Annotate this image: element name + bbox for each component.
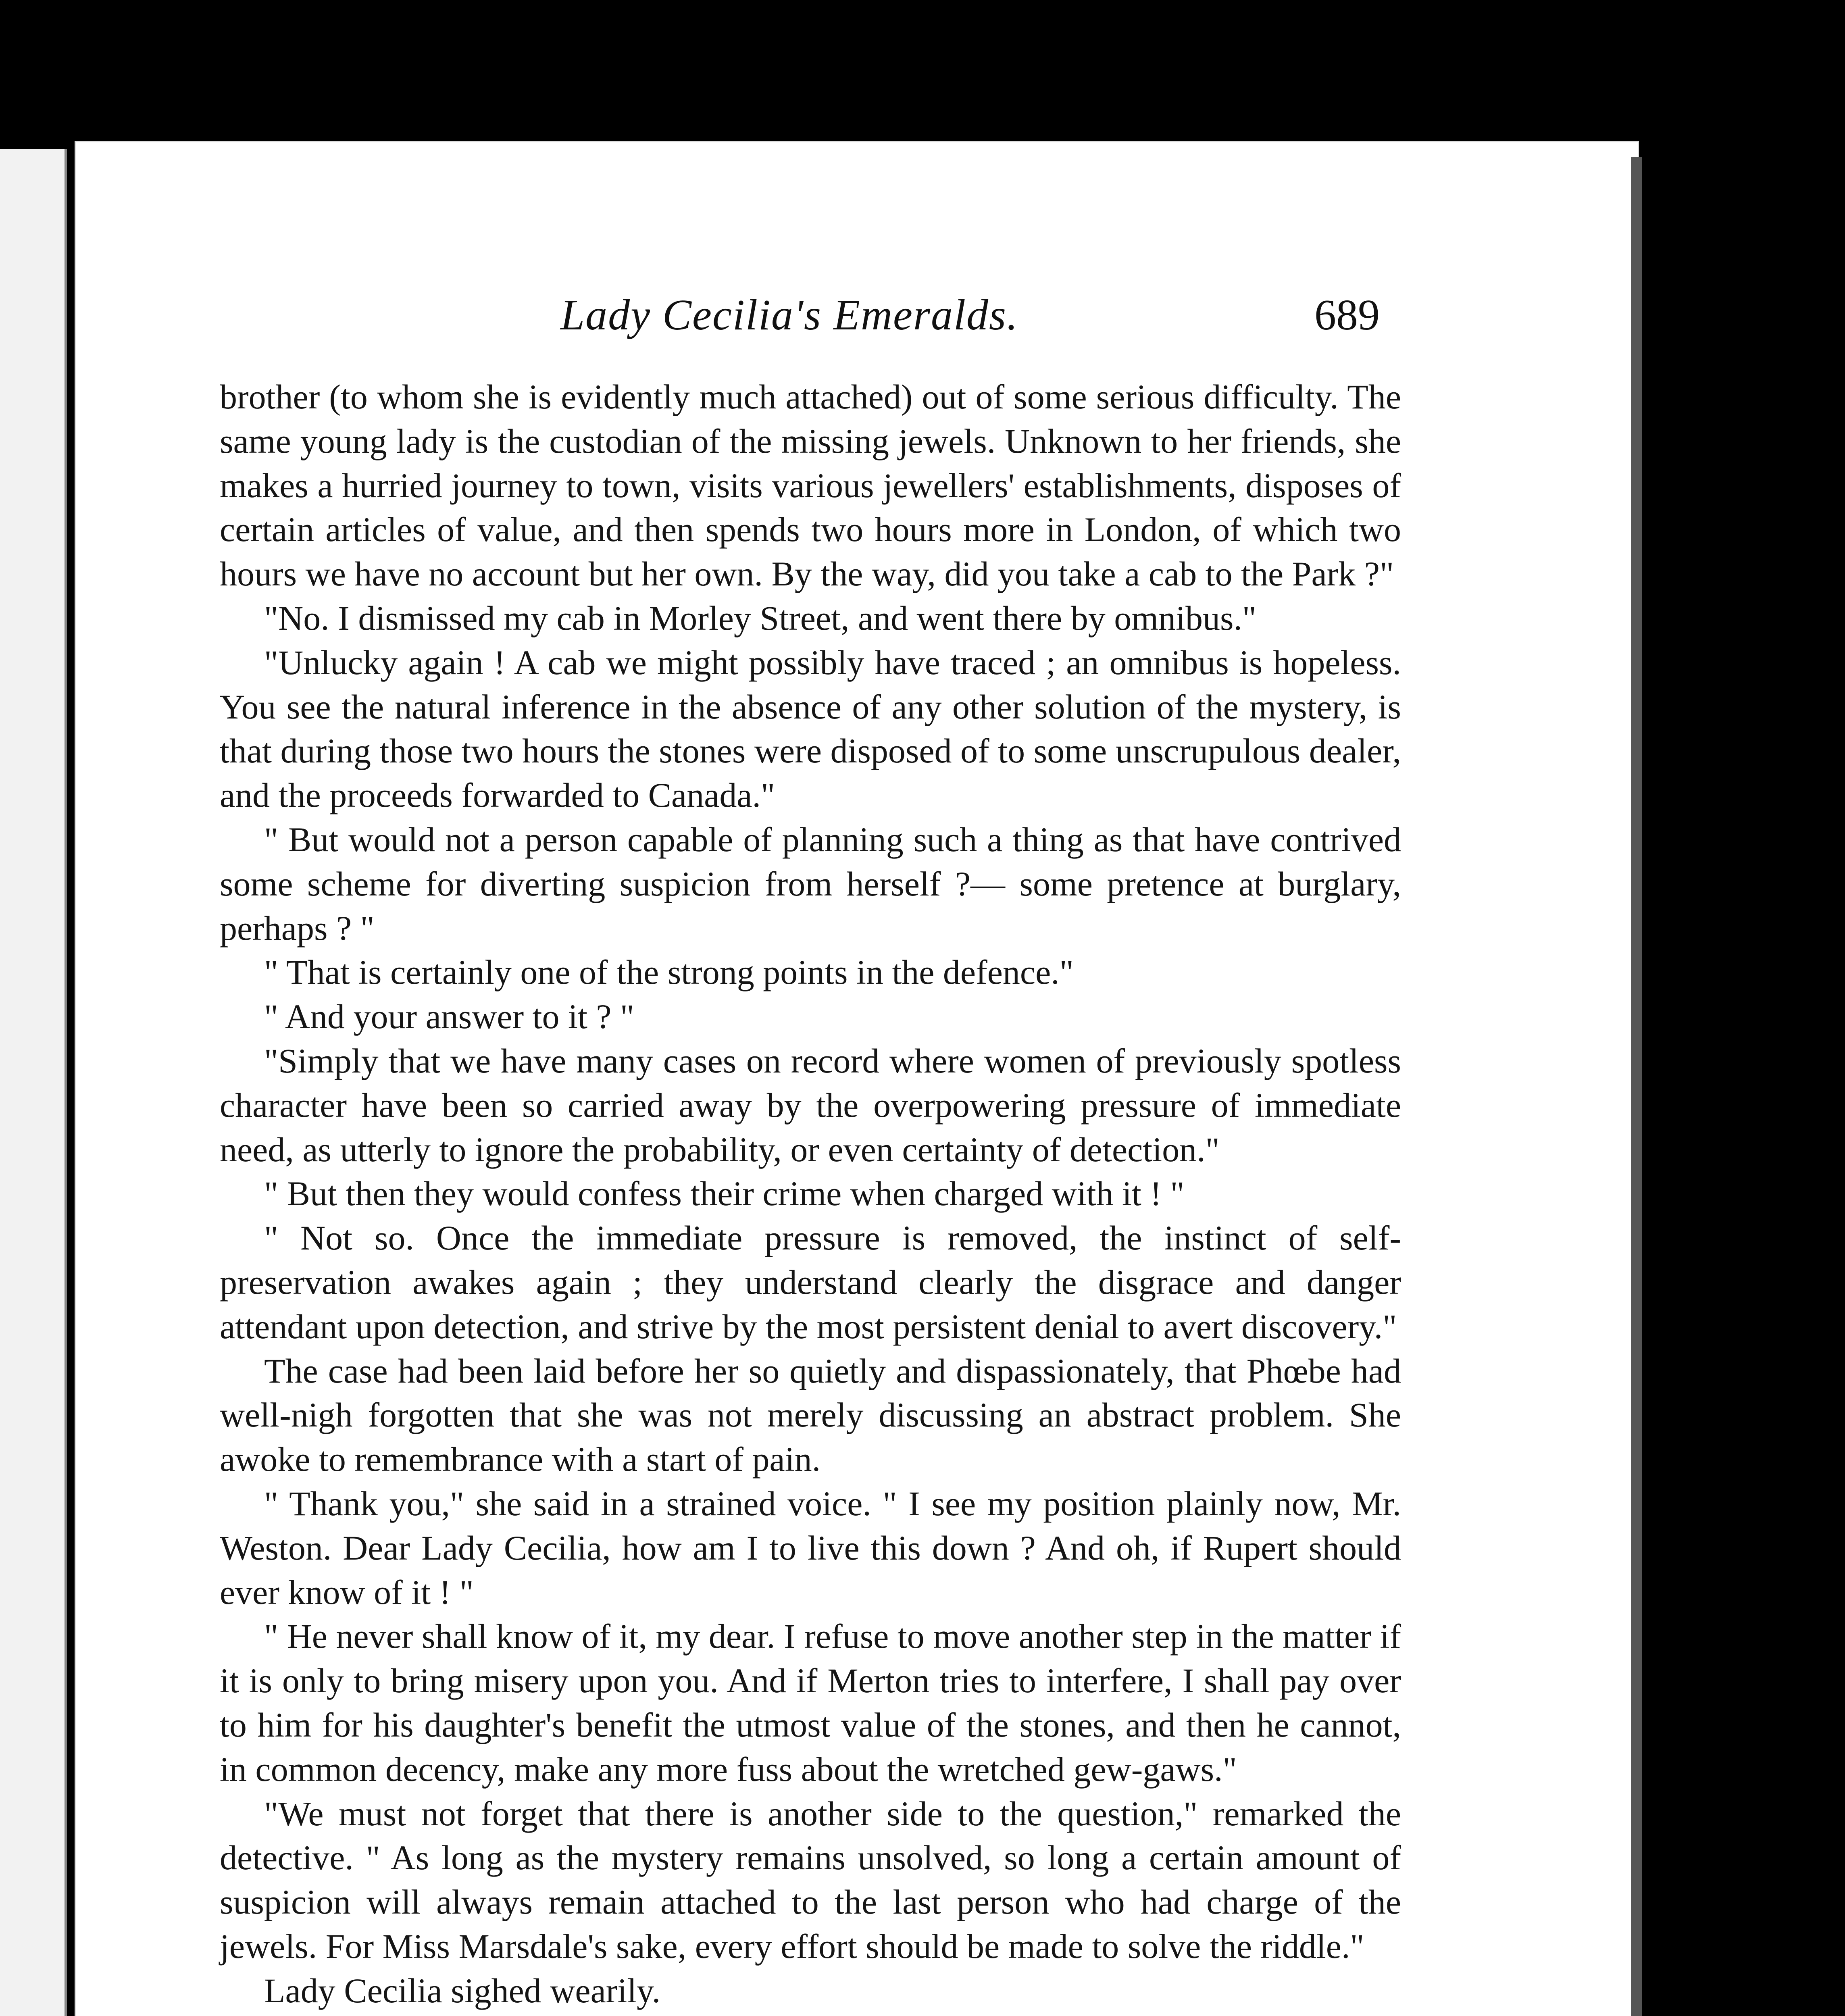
paragraph: " Thank you," she said in a strained voice. " I see my position plainly now, Mr. Weston. Dear Lady Cecilia, how am I to live this down ? And oh, if Rupert should ever know of it ! " [220,1484,1401,1612]
paragraph: " But would not a person capable of planning such a thing as that have contrived some scheme for diverting suspicion from herself ?— some pretence at burglary, perhaps ? " [220,820,1401,948]
paragraph: " He never shall know of it, my dear. I refuse to move another step in the matter if it is only to bring misery upon you. And if Merton tries to interfere, I shall pay over to him for his daughter's benefit the utmost value of the stones, and then he cannot, in common decency, make any more fuss about the wretched gew-gaws." [220,1617,1401,1789]
paragraph: Lady Cecilia sighed wearily. [264,1971,661,2010]
running-header-title: Lady Cecilia's Emeralds. [560,291,1019,339]
previous-page-edge [0,149,67,2016]
paragraph [220,2013,1401,2016]
page-number: 689 [1314,291,1380,339]
paragraph: "No. I dismissed my cab in Morley Street, and went there by omnibus." [264,598,1257,637]
paragraph: brother (to whom she is evidently much attached) out of some serious difficulty. The same young lady is the custodian of the missing jewels. Unknown to her friends, she makes a hurried journey to town, visits various jewellers' establishments, disposes of certain articles of value, and then spends two hours more in London, of which two hours we have no account but her own. By the way, did you take a cab to the Park ?" [220,377,1401,594]
paragraph: " Not so. Once the immediate pressure is removed, the instinct of self-preservation awakes again ; they understand clearly the disgrace and danger attendant upon detection, and strive by the most persistent denial to avert discovery." [220,1218,1401,1346]
paragraph: " That is certainly one of the strong points in the defence." [264,953,1074,992]
paragraph: "We must not forget that there is another side to the question," remarked the detective. " As long as the mystery remains unsolved, so long a certain amount of suspicion will always remain attached to the last person who had charge of the jewels. For Miss Marsdale's sake, every effort should be made to solve the riddle." [220,1794,1401,1966]
paragraph: The case had been laid before her so quietly and dispassionately, that Phœbe had well-nigh forgotten that she was not merely discussing an abstract problem. She awoke to remembrance with a start of pain. [220,1351,1401,1479]
page-binding-edge [1631,157,1642,2016]
paragraph: " And your answer to it ? " [264,997,635,1036]
paragraph: "Unlucky again ! A cab we might possibly have traced ; an omnibus is hopeless. You see the natural inference in the absence of any other solution of the mystery, is that during those two hours the stones were disposed of to some unscrupulous dealer, and the proceeds forwarded to Canada." [220,643,1401,815]
paragraph: " But then they would confess their crime when charged with it ! " [264,1174,1185,1213]
body-text [220,375,1401,2016]
paragraph: "Simply that we have many cases on record where women of previously spotless character have been so carried away by the overpowering pressure of immediate need, as utterly to ignore the probability, or even certainty of detection." [220,1041,1401,1169]
